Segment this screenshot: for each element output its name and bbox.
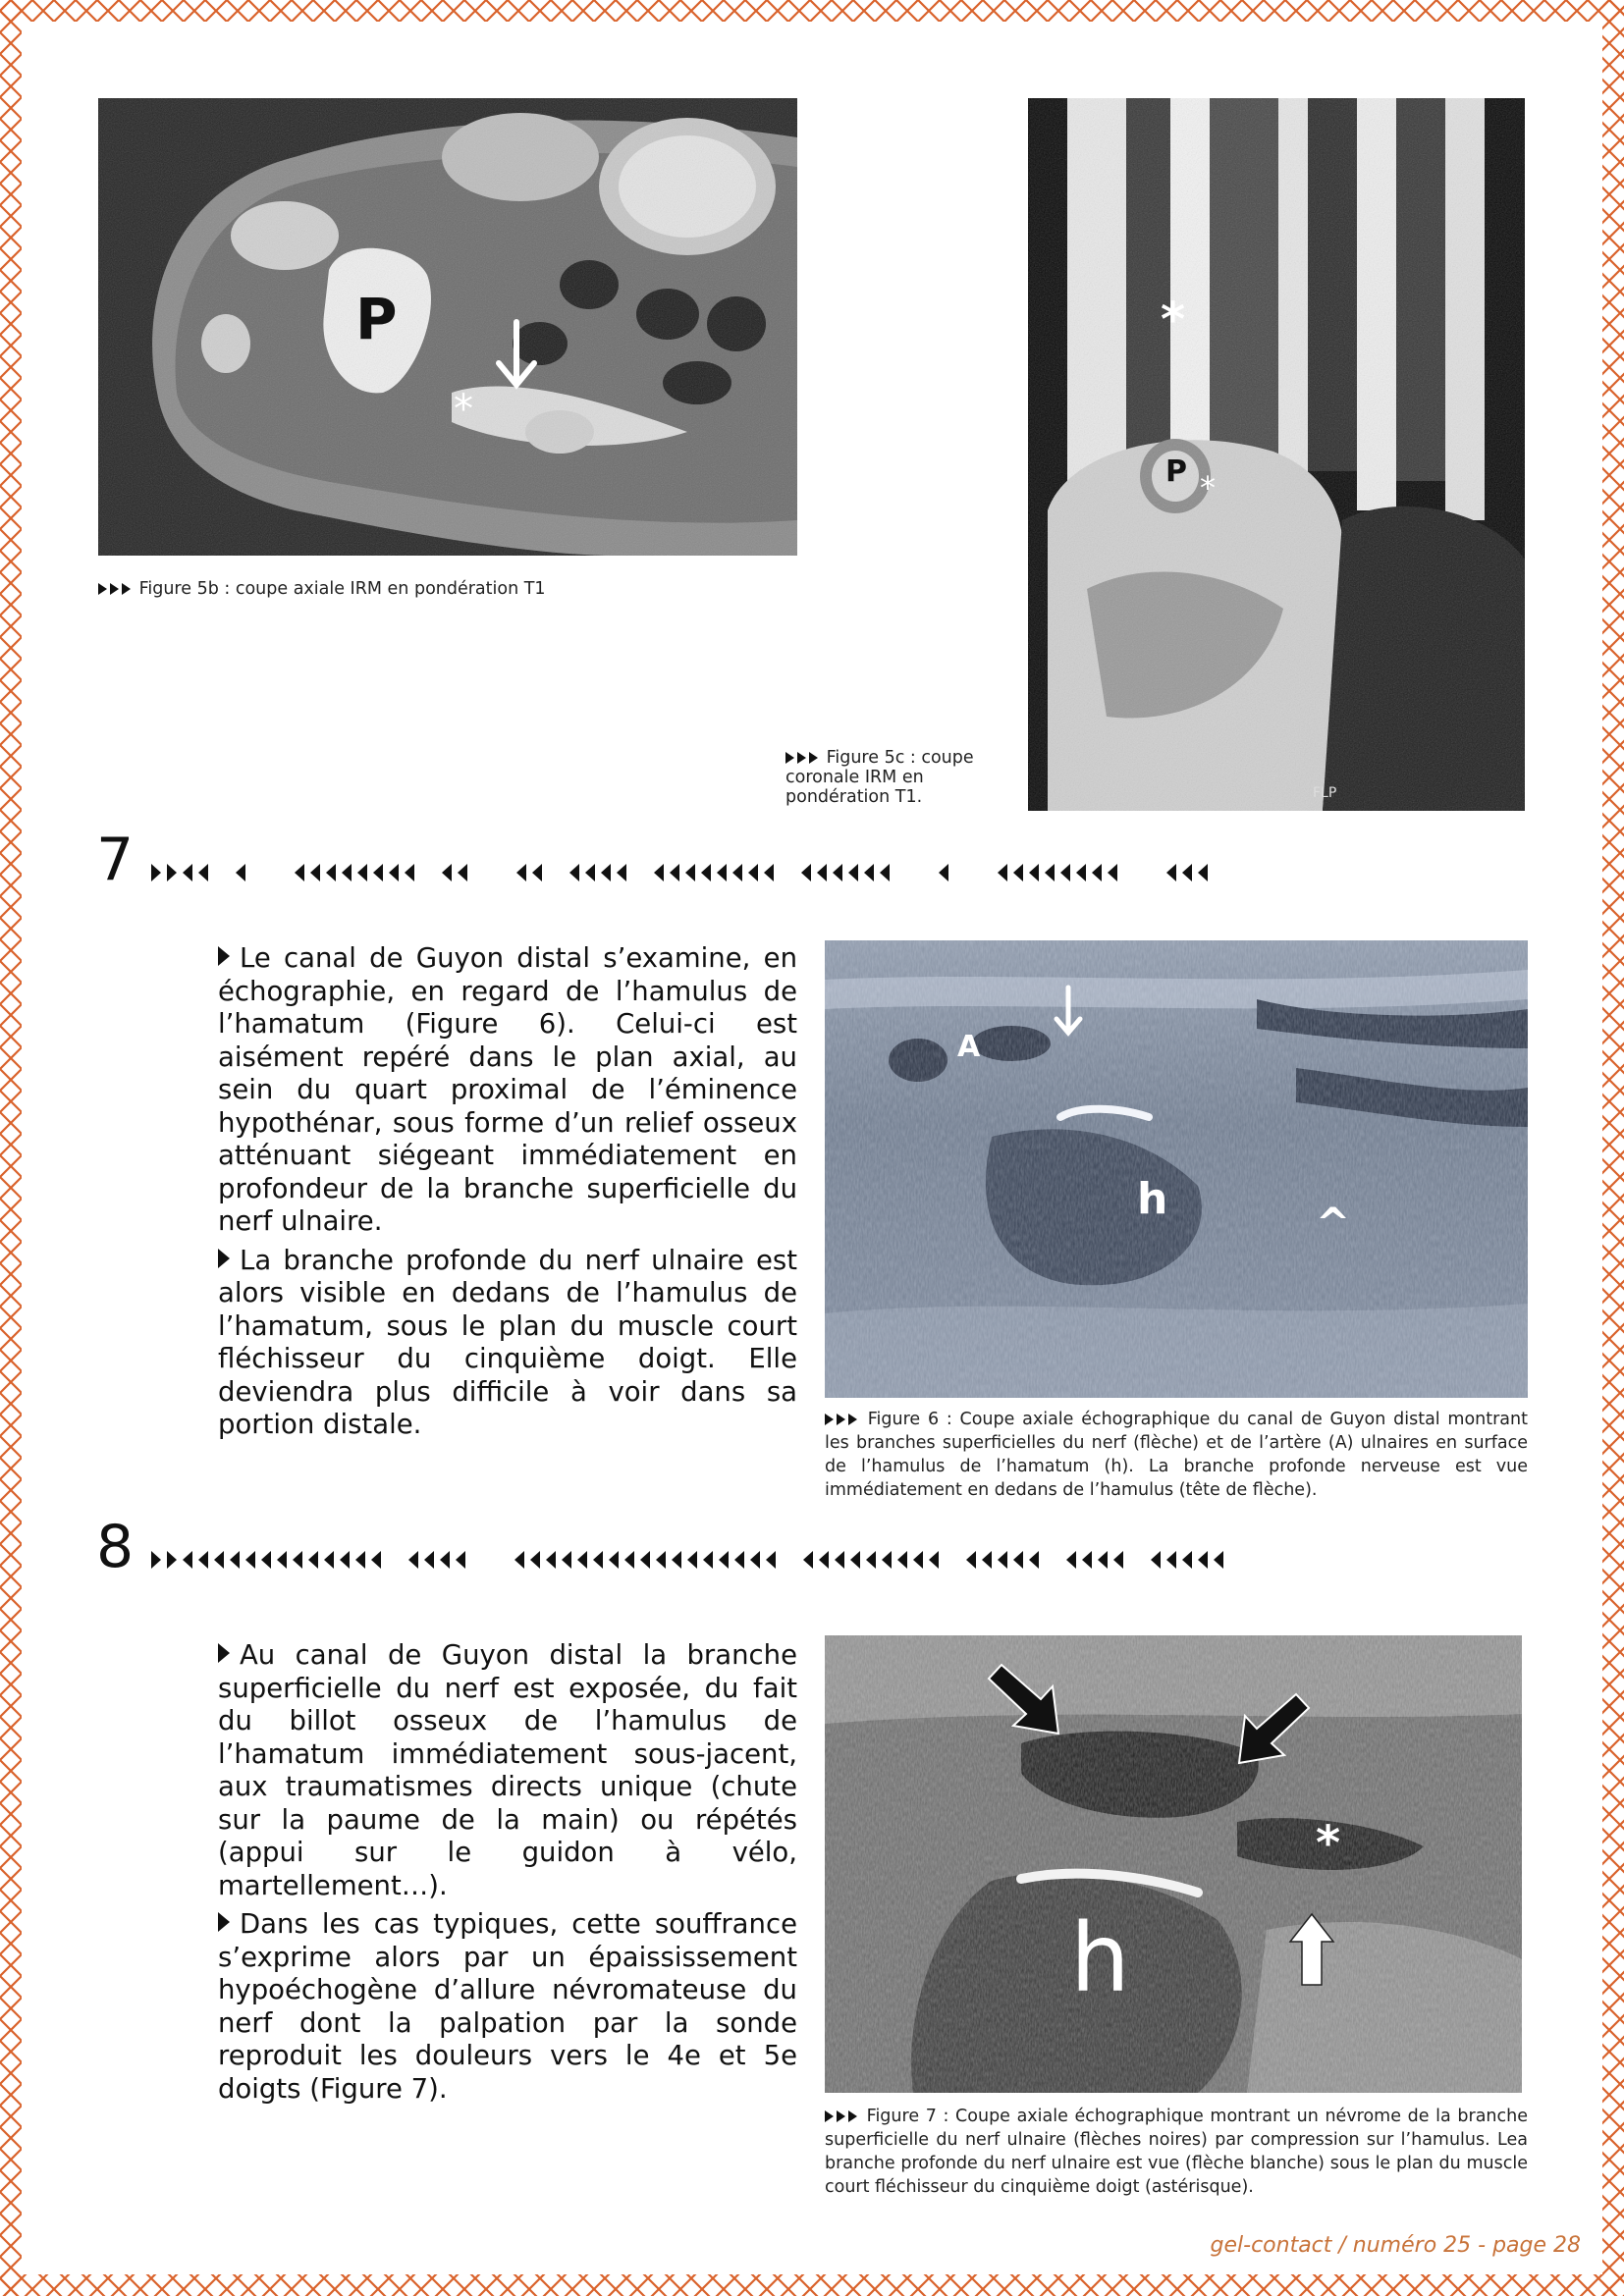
rule-triangle-icon [516,864,526,881]
label-asterisk: * [454,387,473,432]
triangle-icon [837,1414,845,1425]
rule-triangle-icon [514,1551,524,1569]
rule-triangle-icon [1166,1551,1176,1569]
rule-triangle-icon [167,1551,177,1569]
rule-triangle-icon [355,1551,365,1569]
rule-triangle-icon [1029,1551,1039,1569]
caption-text: Figure 5c : coupe coronale IRM en pondération T1. [785,748,974,807]
rule-triangle-icon [585,864,595,881]
bullet-triangle-icon [218,946,230,966]
rule-triangle-icon [326,864,336,881]
rule-triangle-icon [998,1551,1007,1569]
rule-triangle-icon [982,1551,992,1569]
rule-triangle-icon [817,864,827,881]
rule-triangle-icon [342,864,352,881]
figure-5b-caption [98,577,648,601]
rule-triangle-icon [998,864,1007,881]
rule-triangle-icon [897,1551,907,1569]
figure-6-ultrasound [825,940,1528,1398]
section-8-text [218,1639,797,2111]
rule-triangle-icon [1098,1551,1108,1569]
rule-triangle-icon [214,1551,224,1569]
rule-triangle-icon [408,1551,418,1569]
paragraph: La branche profonde du nerf ulnaire est alors visible en dedans de l’hamulus de l’hamatum, sous le plan du muscle court fléchisseur du cinquième doigt. Elle deviendra plus difficile à voir dans sa portion distale. [218,1244,797,1440]
rule-triangle-icon [183,864,192,881]
rule-triangle-icon [672,1551,681,1569]
rule-triangle-icon [1082,1551,1092,1569]
rule-triangle-icon [819,1551,829,1569]
label-h: h [1137,1174,1168,1224]
rule-triangle-icon [1108,864,1117,881]
rule-triangle-icon [687,1551,697,1569]
rule-triangle-icon [864,864,874,881]
rule-triangle-icon [1214,1551,1223,1569]
rule-triangle-icon [151,864,161,881]
rule-triangle-icon [748,864,758,881]
rule-triangle-icon [656,1551,666,1569]
rule-triangle-icon [293,1551,302,1569]
rule-triangle-icon [732,864,742,881]
bullet-triangle-icon [218,1249,230,1268]
rule-triangle-icon [424,1551,434,1569]
rule-triangle-icon [1182,1551,1192,1569]
rule-triangle-icon [151,1551,161,1569]
caption-text: Figure 5b : coupe axiale IRM en pondération T1 [138,579,546,599]
rule-triangle-icon [373,864,383,881]
rule-triangle-icon [1060,864,1070,881]
rule-triangle-icon [801,864,811,881]
rule-triangle-icon [569,864,579,881]
rule-triangle-icon [750,1551,760,1569]
figure-7-ultrasound [825,1635,1522,2093]
figure-5b-mri-axial [98,98,797,556]
rule-triangle-icon [609,1551,619,1569]
rule-triangle-icon [848,864,858,881]
rule-triangle-icon [880,864,890,881]
rule-triangle-icon [701,864,711,881]
rule-triangle-icon [324,1551,334,1569]
section-7-text [218,942,797,1448]
corner-label: FLP [1313,785,1337,801]
triangle-icon [122,583,131,595]
rule-triangle-icon [640,1551,650,1569]
rule-triangle-icon [601,864,611,881]
rule-triangle-icon [1198,864,1208,881]
rule-triangle-icon [308,1551,318,1569]
rule-triangle-icon [719,1551,729,1569]
rule-triangle-icon [1013,1551,1023,1569]
triangle-icon [837,2110,845,2122]
rule-triangle-icon [230,1551,240,1569]
rule-triangle-icon [198,1551,208,1569]
label-p: P [1165,454,1187,489]
triangle-icon [848,1414,857,1425]
rule-triangle-icon [703,1551,713,1569]
paragraph: Le canal de Guyon distal s’examine, en échographie, en regard de l’hamulus de l’hamatum (Figure 6). Celui-ci est aisément repéré dans le plan axial, au sein du quart proximal de l’éminence hypothénar, sous forme d’un relief osseux atténuant siégeant immédiatement en profondeur de la branche superficielle du nerf ulnaire. [218,942,797,1237]
rule-triangle-icon [1198,1551,1208,1569]
rule-triangle-icon [593,1551,603,1569]
rule-triangle-icon [405,864,414,881]
label-asterisk: * [1200,469,1216,507]
rule-triangle-icon [882,1551,892,1569]
label-p: P [355,286,398,352]
rule-triangle-icon [850,1551,860,1569]
triangle-icon [825,1414,834,1425]
rule-triangle-icon [245,1551,255,1569]
rule-triangle-icon [1066,1551,1076,1569]
rule-triangle-icon [236,864,245,881]
rule-triangle-icon [866,1551,876,1569]
triangle-icon [98,583,107,595]
rule-triangle-icon [654,864,664,881]
rule-triangle-icon [929,1551,939,1569]
triangle-icon [797,752,806,764]
rule-triangle-icon [277,1551,287,1569]
page-footer: gel-contact / numéro 25 - page 28 [1210,2233,1581,2258]
rule-triangle-icon [1076,864,1086,881]
rule-triangle-icon [261,1551,271,1569]
rule-triangle-icon [577,1551,587,1569]
paragraph: Au canal de Guyon distal la branche superficielle du nerf est exposée, du fait du billot osseux de l’hamulus de l’hamatum immédiatement sous-jacent, aux traumatismes directs unique (chute sur la paume de la main) ou répétés (appui sur le guidon à vélo, martellement…). [218,1639,797,1901]
rule-triangle-icon [1092,864,1102,881]
rule-triangle-icon [764,864,774,881]
rule-triangle-icon [1045,864,1055,881]
rule-triangle-icon [310,864,320,881]
rule-triangle-icon [717,864,727,881]
rule-triangle-icon [1166,864,1176,881]
label-a: A [957,1030,981,1064]
rule-triangle-icon [833,864,842,881]
section-8-triangle-rule [149,1545,1524,1575]
rule-triangle-icon [1182,864,1192,881]
rule-triangle-icon [1151,1551,1161,1569]
rule-triangle-icon [198,864,208,881]
triangle-icon [825,2110,834,2122]
rule-triangle-icon [685,864,695,881]
arrowhead-icon: ^ [1316,1199,1351,1247]
bullet-triangle-icon [218,1643,230,1663]
figure-6-caption [825,1408,1528,1502]
rule-triangle-icon [766,1551,776,1569]
section-7-triangle-rule [149,858,1504,887]
rule-triangle-icon [295,864,304,881]
rule-triangle-icon [835,1551,844,1569]
rule-triangle-icon [440,1551,450,1569]
rule-triangle-icon [670,864,679,881]
rule-triangle-icon [546,1551,556,1569]
section-number-7: 7 [96,826,135,894]
rule-triangle-icon [966,1551,976,1569]
rule-triangle-icon [456,1551,465,1569]
rule-triangle-icon [562,1551,571,1569]
caption-text: Figure 6 : Coupe axiale échographique du canal de Guyon distal montrant les branches superficielles du nerf (flèche) et de l’artère (A) ulnaires en surface de l’hamulus de l’hamatum (h). La branche profonde nerveuse est vue immédiatement en dedans de l’hamulus (tête de flèche). [825,1410,1528,1500]
rule-triangle-icon [617,864,626,881]
label-asterisk: * [1316,1816,1341,1871]
caption-text: Figure 7 : Coupe axiale échographique montrant un névrome de la branche superficielle du nerf ulnaire (flèches noires) par compression sur l’hamulus. Lea branche profonde du nerf ulnaire est vue (flèche blanche) sous le plan du muscle court fléchisseur du cinquième doigt (astérisque). [825,2107,1528,2197]
rule-triangle-icon [1029,864,1039,881]
section-number-8: 8 [96,1513,135,1581]
rule-triangle-icon [340,1551,350,1569]
rule-triangle-icon [167,864,177,881]
rule-triangle-icon [734,1551,744,1569]
triangle-icon [110,583,119,595]
rule-triangle-icon [939,864,948,881]
rule-triangle-icon [357,864,367,881]
rule-triangle-icon [183,1551,192,1569]
rule-triangle-icon [530,1551,540,1569]
figure-5c-mri-coronal [1028,98,1525,811]
rule-triangle-icon [913,1551,923,1569]
rule-triangle-icon [803,1551,813,1569]
triangle-icon [809,752,818,764]
figure-7-caption [825,2105,1528,2199]
rule-triangle-icon [458,864,467,881]
paragraph: Dans les cas typiques, cette souffrance s’exprime alors par un épaississement hypoéchogène d’allure névromateuse du nerf dont la palpation par la sonde reproduit les douleurs vers le 4e et 5e doigts (Figure 7). [218,1908,797,2105]
rule-triangle-icon [532,864,542,881]
figure-5c-caption [785,748,997,807]
label-asterisk-top: * [1161,293,1186,347]
rule-triangle-icon [1113,1551,1123,1569]
triangle-icon [785,752,794,764]
rule-triangle-icon [389,864,399,881]
label-h: h [1070,1903,1130,2013]
rule-triangle-icon [371,1551,381,1569]
triangle-icon [848,2110,857,2122]
rule-triangle-icon [624,1551,634,1569]
rule-triangle-icon [442,864,452,881]
bullet-triangle-icon [218,1912,230,1932]
rule-triangle-icon [1013,864,1023,881]
